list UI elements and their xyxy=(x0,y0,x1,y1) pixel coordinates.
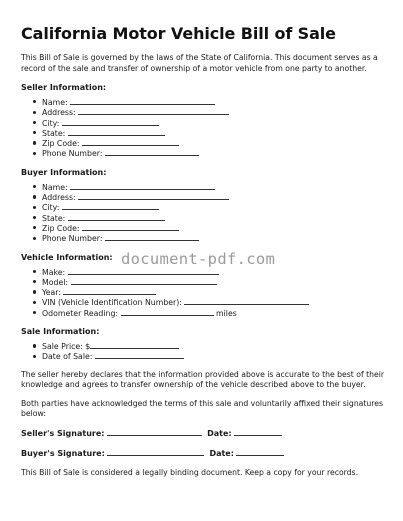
vehicle-year-blank[interactable] xyxy=(63,287,156,295)
sale-heading: Sale Information: xyxy=(21,327,100,337)
seller-state-field: State: xyxy=(42,128,387,138)
seller-signature-line xyxy=(21,428,387,439)
seller-name-field: Name: xyxy=(42,97,387,107)
sale-fields xyxy=(21,341,387,362)
intro-paragraph: This Bill of Sale is governed by the laws of the State of California. This document serves as a record of the sale and transfer of ownership of a motor vehicle from one party to another. xyxy=(21,53,378,73)
seller-fields xyxy=(21,97,387,159)
sale-date-blank[interactable] xyxy=(95,351,184,359)
buyer-state-blank[interactable] xyxy=(68,213,165,221)
vehicle-heading: Vehicle Information: xyxy=(21,252,113,262)
buyer-signature-label: Buyer's Signature: xyxy=(21,448,105,458)
seller-signature-date-label: Date: xyxy=(207,428,232,438)
buyer-city-field: City: xyxy=(42,202,387,212)
sale-date-field: Date of Sale: xyxy=(42,351,387,361)
buyer-state-field: State: xyxy=(42,213,387,223)
seller-heading: Seller Information: xyxy=(21,83,107,92)
buyer-name-field: Name: xyxy=(42,182,387,192)
buyer-signature-date-blank[interactable] xyxy=(236,448,284,456)
vehicle-fields xyxy=(21,267,387,318)
seller-zip-field: Zip Code: xyxy=(42,138,387,148)
document-title: California Motor Vehicle Bill of Sale xyxy=(21,24,336,43)
buyer-phone-blank[interactable] xyxy=(105,233,199,241)
sale-price-blank[interactable] xyxy=(90,341,179,349)
seller-address-blank[interactable] xyxy=(78,107,229,115)
declaration-paragraph: The seller hereby declares that the information provided above is accurate to the best of their knowledge and agrees to transfer ownership of the vehicle described above to the buyer. xyxy=(21,369,385,390)
footer-note: This Bill of Sale is considered a legally binding document. Keep a copy for your records. xyxy=(21,467,359,477)
seller-address-field: Address: xyxy=(42,107,387,117)
buyer-address-field: Address: xyxy=(42,192,387,202)
buyer-signature-blank[interactable] xyxy=(107,448,204,456)
seller-city-blank[interactable] xyxy=(62,118,159,126)
buyer-zip-blank[interactable] xyxy=(82,223,179,231)
seller-phone-field: Phone Number: xyxy=(42,148,387,158)
vehicle-year-field: Year: xyxy=(42,287,387,297)
seller-signature-blank[interactable] xyxy=(107,428,202,436)
seller-name-blank[interactable] xyxy=(70,97,215,105)
vehicle-odometer-field: Odometer Reading: miles xyxy=(42,308,387,318)
buyer-city-blank[interactable] xyxy=(62,202,159,210)
buyer-phone-field: Phone Number: xyxy=(42,233,387,243)
buyer-address-blank[interactable] xyxy=(78,192,229,200)
buyer-name-blank[interactable] xyxy=(70,182,215,190)
vehicle-odometer-blank[interactable] xyxy=(121,308,214,316)
buyer-signature-date-label: Date: xyxy=(209,448,234,458)
buyer-heading: Buyer Information: xyxy=(21,167,107,177)
sale-price-field: Sale Price: $ xyxy=(42,341,387,351)
seller-signature-label: Seller's Signature: xyxy=(21,428,105,438)
vehicle-model-field: Model: xyxy=(42,277,387,287)
vehicle-vin-field: VIN (Vehicle Identification Number): xyxy=(42,297,387,307)
seller-zip-blank[interactable] xyxy=(82,138,179,146)
acknowledgment-paragraph: Both parties have acknowledged the terms of this sale and voluntarily affixed their signatures below: xyxy=(21,398,384,419)
seller-signature-date-blank[interactable] xyxy=(234,428,282,436)
vehicle-vin-blank[interactable] xyxy=(184,297,309,305)
buyer-signature-line xyxy=(21,448,387,459)
seller-state-blank[interactable] xyxy=(68,128,165,136)
odometer-unit: miles xyxy=(216,308,237,318)
buyer-zip-field: Zip Code: xyxy=(42,223,387,233)
buyer-fields xyxy=(21,182,387,244)
seller-city-field: City: xyxy=(42,118,387,128)
watermark-text: document-pdf.com xyxy=(121,250,276,268)
vehicle-model-blank[interactable] xyxy=(71,277,217,285)
seller-phone-blank[interactable] xyxy=(105,148,199,156)
vehicle-make-field: Make: xyxy=(42,267,387,277)
